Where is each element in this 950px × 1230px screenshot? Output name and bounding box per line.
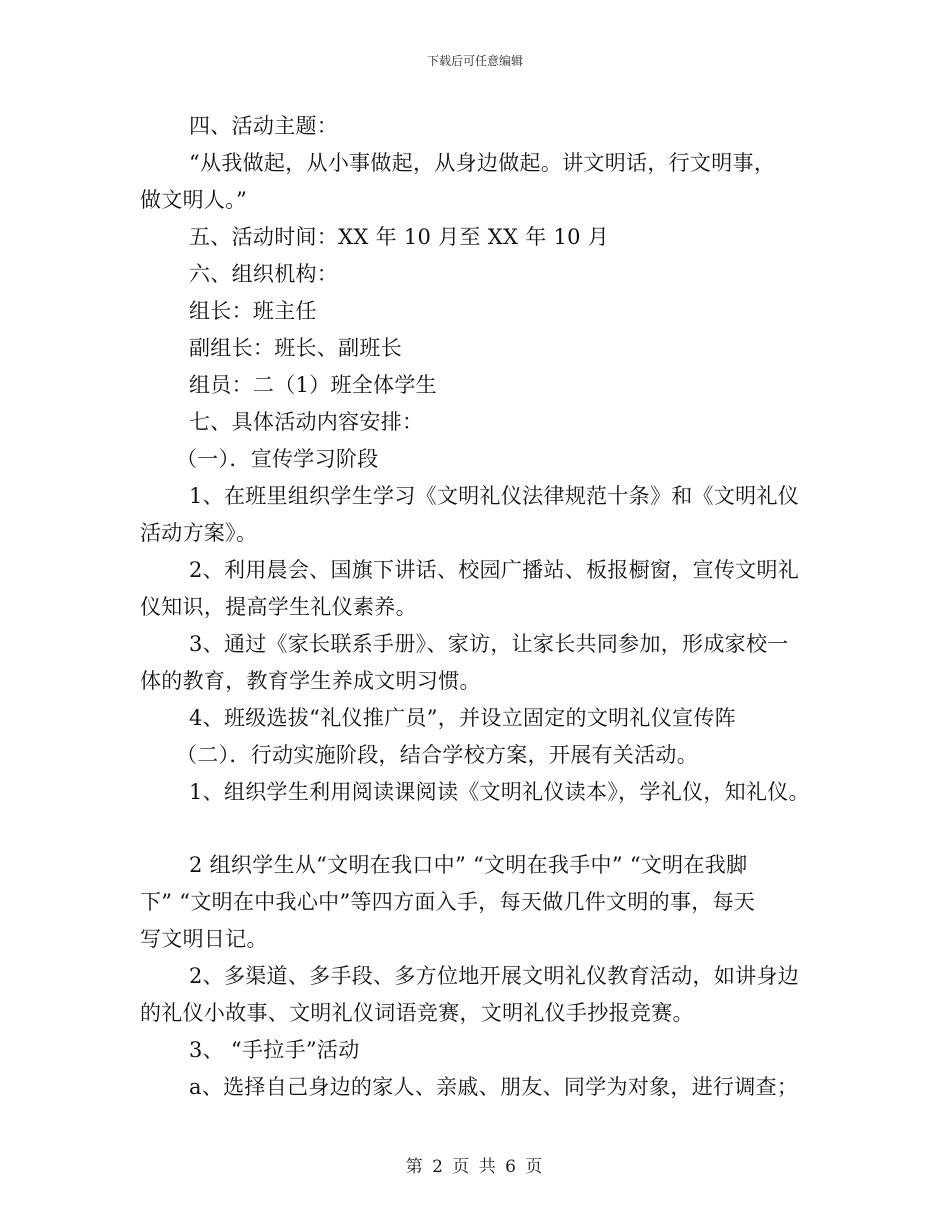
- paragraph-line: 写文明日记。: [140, 927, 268, 951]
- paragraph-line: 2、利用晨会、国旗下讲话、校园广播站、板报橱窗，宣传文明礼: [189, 558, 800, 582]
- document-body: [140, 108, 830, 1106]
- paragraph-line: a、选择自己身边的家人、亲戚、朋友、同学为对象，进行调查；: [189, 1075, 799, 1099]
- paragraph-line: 2 组织学生从“文明在我口中” “文明在我手中” “文明在我脚: [189, 853, 748, 877]
- paragraph-line: 1、在班里组织学生学习《文明礼仪法律规范十条》和《文明礼仪: [189, 484, 800, 508]
- paragraph-line: 4、班级选拔“礼仪推广员”，并设立固定的文明礼仪宣传阵: [189, 706, 736, 730]
- paragraph-line: 组长：班主任: [189, 299, 317, 323]
- page-footer: 第 2 页 共 6 页: [405, 1157, 545, 1177]
- section-heading: 五、活动时间：XX 年 10 月至 XX 年 10 月: [189, 225, 610, 249]
- paragraph-line: 仪知识，提高学生礼仪素养。: [140, 595, 417, 619]
- subsection-heading: （一）．宣传学习阶段: [176, 447, 379, 471]
- paragraph-line: 3、通过《家长联系手册》、家访，让家长共同参加，形成家校一: [189, 632, 789, 656]
- page-header: 下载后可任意编辑: [426, 54, 523, 68]
- paragraph-line: 的礼仪小故事、文明礼仪词语竞赛，文明礼仪手抄报竞赛。: [140, 1001, 694, 1025]
- paragraph-line: 体的教育，教育学生养成文明习惯。: [140, 669, 481, 693]
- paragraph-line: 组员：二（1）班全体学生: [189, 373, 437, 397]
- paragraph-line: 3、 “手拉手”活动: [189, 1038, 360, 1062]
- paragraph-line: 做文明人。”: [140, 188, 248, 212]
- paragraph-line: “从我做起，从小事做起，从身边做起。讲文明话，行文明事，: [189, 151, 776, 175]
- section-heading: 七、具体活动内容安排：: [189, 410, 424, 434]
- section-heading: 四、活动主题：: [189, 114, 339, 138]
- paragraph-line: 活动方案》。: [140, 521, 258, 545]
- paragraph-line: 2、多渠道、多手段、多方位地开展文明礼仪教育活动，如讲身边: [189, 964, 800, 988]
- section-heading: 六、组织机构：: [189, 262, 339, 286]
- subsection-heading: （二）．行动实施阶段，结合学校方案，开展有关活动。: [176, 743, 698, 767]
- blank-line: [140, 811, 830, 847]
- paragraph-line: 副组长：班长、副班长: [189, 336, 402, 360]
- paragraph-line: 下” “文明在中我心中”等四方面入手，每天做几件文明的事，每天: [140, 890, 756, 914]
- paragraph-line: 1、组织学生利用阅读课阅读《文明礼仪读本》，学礼仪，知礼仪。: [189, 780, 810, 804]
